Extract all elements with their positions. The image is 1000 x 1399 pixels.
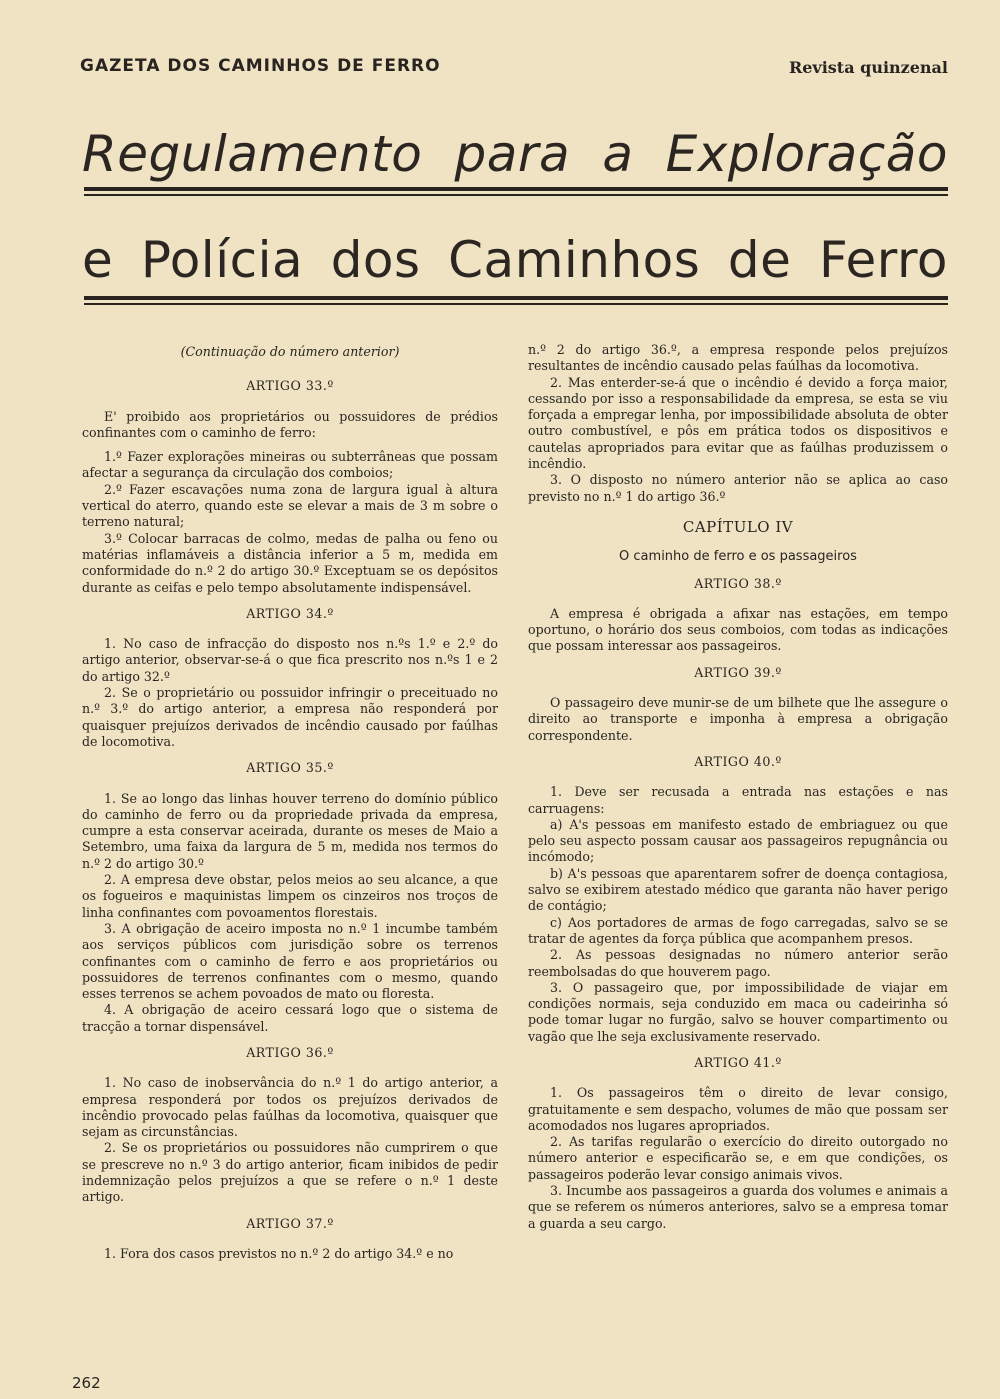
paragraph: 1. Se ao longo das linhas houver terreno do domínio público do caminho de ferro ou da propriedade privada da empresa, cumpre a esta conservar aceirada, durante os meses de Maio a Setembro, uma faixa da largura de 5 m, medida nos termos do n.º 2 do artigo 30.º: [82, 790, 498, 871]
paragraph: a) A's pessoas em manifesto estado de embriaguez ou que pelo seu aspecto possam causar aos passageiros repugnância ou incómodo;: [528, 816, 948, 865]
article-heading: ARTIGO 40.º: [694, 753, 782, 769]
article-heading: ARTIGO 38.º: [694, 575, 782, 591]
paragraph: 1. No caso de inobservância do n.º 1 do artigo anterior, a empresa responderá por todos os prejuízos derivados de incêndio provocado pelas faúlhas da locomotiva, quaisquer que sejam as circunstâncias.: [82, 1075, 498, 1140]
title-line-2: e Polícia dos Caminhos de Ferro: [82, 231, 948, 289]
chapter-heading: CAPÍTULO IV: [682, 517, 794, 536]
article-heading: ARTIGO 35.º: [246, 760, 334, 776]
paragraph: 2. Se o proprietário ou possuidor infringir o preceituado no n.º 3.º do artigo anterior, a empresa não responderá por quaisquer prejuízos derivados de incêndio causado por faúlhas de locomotiva.: [82, 685, 498, 749]
paragraph: 4. A obrigação de aceiro cessará logo que o sistema de tracção a tornar dispensável.: [82, 1002, 498, 1034]
right-column: [528, 342, 948, 1232]
paragraph: 1. Os passageiros têm o direito de levar consigo, gratuitamente e sem despacho, volumes de mão que possam ser acomodados nos lugares apropriados.: [528, 1085, 948, 1133]
paragraph: 2. Mas enterder-se-á que o incêndio é devido a força maior, cessando por isso a responsabilidade da empresa, se esta se viu forçada a empregar lenha, por impossibilidade absoluta de obter outro combustível, e pôs em prática todos os dispositivos e cautelas apropriados para evitar que as faúlhas produzissem o incêndio.: [528, 374, 948, 472]
title-line-1: Regulamento para a Exploração: [82, 125, 948, 183]
paragraph: 1. Deve ser recusada a entrada nas estações e nas carruagens:: [528, 784, 948, 816]
title-rule-1b: [84, 194, 948, 196]
paragraph: b) A's pessoas que aparentarem sofrer de doença contagiosa, salvo se exibirem atestado médico que garanta não haver perigo de contágio;: [528, 865, 948, 914]
paragraph: 3.º Colocar barracas de colmo, medas de palha ou feno ou matérias inflamáveis a distância inferior a 5 m, medida em conformidade do n.º 2 do artigo 30.º Exceptuam se os depósitos durante as ceifas e pelo tempo absolutamente indispensável.: [82, 530, 498, 595]
paragraph: 1.º Fazer explorações mineiras ou subterrâneas que possam afectar a segurança da circulação dos comboios;: [82, 449, 498, 481]
paragraph: 2. As pessoas designadas no número anterior serão reembolsadas do que houverem pago.: [528, 947, 948, 979]
paragraph: 3. O passageiro que, por impossibilidade de viajar em condições normais, seja conduzido em maca ou cadeirinha só pode tomar lugar no furgão, salvo se houver compartimento ou vagão que lhe seja exclusivamente reservado.: [528, 979, 948, 1044]
left-column: [82, 342, 498, 1262]
article-heading: ARTIGO 36.º: [246, 1044, 334, 1060]
article-heading: ARTIGO 41.º: [694, 1054, 782, 1070]
article-heading: ARTIGO 33.º: [246, 378, 334, 394]
publication-frequency: Revista quinzenal: [788, 58, 948, 77]
paragraph: 1. No caso de infracção do disposto nos n.ºs 1.º e 2.º do artigo anterior, observar-se-á o que fica prescrito nos n.ºs 1 e 2 do artigo 32.º: [82, 636, 498, 684]
title-rule-1: [84, 187, 948, 191]
page-number: 262: [72, 1374, 101, 1392]
paragraph: 2.º Fazer escavações numa zona de largura igual à altura vertical do aterro, quando este se elevar a mais de 3 m sobre o terreno natural;: [82, 481, 498, 530]
paragraph: 3. Incumbe aos passageiros a guarda dos volumes e animais a que se referem os números anteriores, salvo se a empresa tomar a guarda a seu cargo.: [528, 1183, 948, 1231]
paragraph: O passageiro deve munir-se de um bilhete que lhe assegure o direito ao transporte e imponha à empresa a obrigação correspondente.: [528, 695, 948, 743]
paragraph: A empresa é obrigada a afixar nas estações, em tempo oportuno, o horário dos seus comboios, com todas as indicações que possam interessar aos passageiros.: [528, 605, 948, 654]
paragraph: n.º 2 do artigo 36.º, a empresa responde pelos prejuízos resultantes de incêndio causado pelas faúlhas da locomotiva.: [528, 342, 948, 374]
title-rule-2: [84, 296, 948, 300]
continuation-note: (Continuação do número anterior): [180, 344, 400, 359]
paragraph: 1. Fora dos casos previstos no n.º 2 do artigo 34.º e no: [104, 1245, 454, 1261]
chapter-subtitle: O caminho de ferro e os passageiros: [619, 549, 857, 565]
paragraph: 2. A empresa deve obstar, pelos meios ao seu alcance, a que os fogueiros e maquinistas limpem os cinzeiros nos troços de linha confinantes com povoamentos florestais.: [82, 872, 498, 920]
article-heading: ARTIGO 34.º: [246, 605, 334, 621]
paragraph: 2. As tarifas regularão o exercício do direito outorgado no número anterior e especificarão se, e em que condições, os passageiros poderão levar consigo animais vivos.: [528, 1134, 948, 1182]
paragraph: c) Aos portadores de armas de fogo carregadas, salvo se se tratar de agentes da força pública que acompanhem presos.: [528, 914, 948, 946]
paragraph: 2. Se os proprietários ou possuidores não cumprirem o que se prescreve no n.º 3 do artigo anterior, ficam inibidos de pedir indemnização pelos prejuízos a que se refere o n.º 1 deste artigo.: [82, 1140, 498, 1205]
article-heading: ARTIGO 39.º: [694, 664, 782, 680]
title-rule-2b: [84, 303, 948, 305]
paragraph: 3. O disposto no número anterior não se aplica ao caso previsto no n.º 1 do artigo 36.º: [528, 472, 948, 504]
publication-name: GAZETA DOS CAMINHOS DE FERRO: [80, 56, 441, 76]
paragraph: E' proibido aos proprietários ou possuidores de prédios confinantes com o caminho de ferro:: [82, 408, 498, 440]
paragraph: 3. A obrigação de aceiro imposta no n.º 1 incumbe também aos serviços públicos com jurisdição sobre os terrenos confinantes com o caminho de ferro e aos proprietários ou possuidores de terrenos confinantes com o mesmo, quando esses terrenos se achem povoados de mato ou floresta.: [82, 920, 498, 1002]
article-heading: ARTIGO 37.º: [246, 1215, 334, 1231]
